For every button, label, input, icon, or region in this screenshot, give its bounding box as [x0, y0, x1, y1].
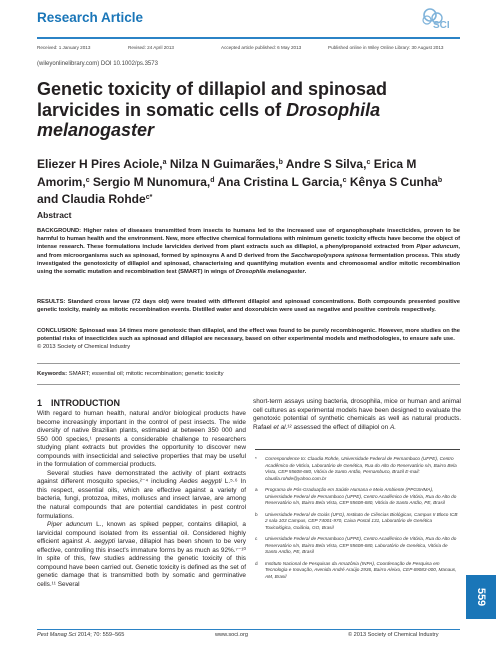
section-heading-introduction: 1 INTRODUCTION	[37, 398, 121, 408]
footnote-b: b Universidade Federal de Goiás (UFG), Instituto de Ciências Biológicas, Campus II Bloco ICB 2 sala 103 Campus, CEP 74001-970, Caixa Postal 131, Laboratório de Genética Toxicológica, Goiânia, GO, Brasil	[255, 511, 458, 530]
paper-title	[37, 79, 462, 141]
title-line-2: larvicides in somatic cells of Drosophila	[37, 99, 381, 120]
abstract-background: BACKGROUND: Higher rates of diseases transmitted from insects to humans led to the increased use of organophosphate insecticides, proven to be harmful to human health and the environment. New, more effective chemical formulations with minimum genetic toxicity effects have become the object of intense research. These formulations include larvicides derived from plant extracts such as dillapiol, a phenylpropanoid extracted from Piper aduncum, and from microorganisms such as spinosad, formed by spinosyns A and D derived from the Saccharopolyspora spinosa fermentation process. This study investigated the genotoxicity of dillapiol and spinosad, characterising and quantifying mutation events and chromosomal and/or mitotic recombination using the somatic mutation and recombination test (SMART) in wings of Drosophila melanogaster.	[37, 228, 460, 276]
revised-date: Revised: 24 April 2013	[128, 45, 174, 50]
article-category: Research Article	[37, 10, 144, 25]
paragraph-1: With regard to human health, natural and/or biological products have become increasingly important in the control of pest insects. The wide diversity of native Brazilian plants, estimated at between 350 000 and 550 000 species,¹ presents a considerable challenge to researchers studying plant extracts but provides the opportunity to discover new compounds with insecticidal and selective properties that may be useful in the formulation of commercial products.	[37, 410, 246, 469]
footer-copyright: © 2013 Society of Chemical Industry	[348, 632, 439, 638]
header-rule	[37, 37, 460, 39]
abstract-conclusion: CONCLUSION: Spinosad was 14 times more genotoxic than dillapiol, and the effect was found to be purely recombinogenic. However, more studies on the potential risks of insecticides such as spinosad and dillapiol are necessary, based on other experimental models and methodologies, to ensure safe use. © 2013 Society of Chemical Industry	[37, 328, 460, 351]
abstract-copyright: © 2013 Society of Chemical Industry	[37, 344, 131, 351]
abstract-results: RESULTS: Standard cross larvae (72 days old) were treated with different dillapiol and spinosad concentrations. Both compounds presented positive genetic toxicity, mainly as mitotic recombination events. Distilled water and doxorubicin were used as negative and positive controls respectively.	[37, 299, 460, 314]
abstract-rule-bottom	[37, 384, 460, 385]
footnote-rule	[255, 449, 460, 450]
title-line-3: melanogaster	[37, 120, 155, 140]
footer-rule	[37, 629, 460, 630]
doi-line: (wileyonlinelibrary.com) DOI 10.1002/ps.3573	[37, 61, 158, 67]
received-date: Received: 1 January 2013	[37, 45, 91, 50]
footnotes	[255, 456, 460, 585]
author-line-1: Eliezer H Pires Aciole,$^a$ Nilza N Guimarães,$^b$ Andre S Silva,$^c$ Erica M	[37, 157, 417, 171]
paragraph-3: Piper aduncum L., known as spiked pepper, contains dillapiol, a larvicidal compound isolated from its essential oil. Considered highly efficient against A. aegypti larvae, dillapiol has been shown to be very effective, controlling this insect's immature forms by as much as 92%.⁷⁻¹⁰ In spite of this, few studies addressing the genetic toxicity of this compound have been carried out. Genetic toxicity is defined as the set of genetic damage that is transmitted both by somatic and germinative cells.¹¹ Several	[37, 521, 246, 588]
body-left-column	[37, 410, 246, 589]
body-right-column: short-term assays using bacteria, drosophila, mice or human and animal cell cultures as experimental models have been designed to evaluate the genotoxic potential of synthetic chemicals as well as natural products. Rafael et al.¹² assessed the effect of dillapiol on A.	[253, 398, 461, 431]
keywords: Keywords: SMART; essential oil; mitotic recombination; genetic toxicity	[37, 371, 224, 377]
title-line-1: Genetic toxicity of dillapiol and spinosad	[37, 79, 388, 99]
published-date: Published online in Wiley Online Library: 30 August 2013	[328, 45, 444, 50]
footer-website[interactable]: www.soci.org	[215, 632, 248, 638]
author-line-3: and Claudia Rohde$^{c*}$	[37, 192, 153, 206]
footnote-c: c Universidade Federal de Pernambuco (UFPE), Centro Acadêmico de Vitória, Rua do Alto do Reservatório s/n, Bairro Bela Vista, CEP 55608-680, Laboratório de Genética, Vitória de Santo Antão, PE, Brasil	[255, 536, 457, 554]
sci-logo-text: SCI	[433, 20, 450, 31]
abstract-heading: Abstract	[37, 210, 72, 220]
paragraph-2: Several studies have demonstrated the activity of plant extracts against different mosquito species,²⁻⁴ including Aedes aegypti L.⁵·⁶ In this respect, essential oils, which are effective against a variety of bacteria, fungi, protozoa, mites, molluscs and insect larvae, are among the natural compounds that are potential candidates in pest control formulations.	[37, 469, 246, 520]
author-line-2: Amorim,$^c$ Sergio M Nunomura,$^d$ Ana Cristina L Garcia,$^c$ Kênya S Cunha$^b$	[37, 174, 443, 189]
author-list	[37, 155, 462, 208]
footnote-d: d Instituto Nacional de Pesquisas da Amazônia (INPA), Coordenação de Pesquisa em Tecnologia e Inovação, Avenida André Araújo 2936, Bairro Aleixo, CEP 69083-000, Manaus, AM, Brasil	[255, 560, 457, 579]
accepted-date: Accepted article published: 6 May 2013	[221, 45, 302, 50]
abstract-rule-top	[37, 363, 460, 364]
footer-citation: Pest Manag Sci 2014; 70: 559–565	[37, 632, 125, 638]
footnote-correspondence: * Correspondence to: Claudia Rohde, Universidade Federal de Pernambuco (UFPE), Centro Acadêmico de Vitória, Laboratório de Genética, Rua do Alto do Reservatório s/n, Bairro Bela Vista, CEP 55608-680, Vitória de Santo Antão, Pernambuco, Brazil E-mail: claudia.rohde@yahoo.com.br	[255, 456, 457, 481]
page-number: 559	[474, 587, 487, 607]
footnote-a: a Programa de Pós-Graduação em Saúde Humana e Meio Ambiente (PPGSHMA), Universidade Federal de Pernambuco (UFPE), Centro Acadêmico de Vitória, Rua do Alto do Reservatório s/n, Bairro Bela Vista, CEP 55608-680, Vitória de Santo Antão, PE, Brasil	[255, 487, 457, 505]
